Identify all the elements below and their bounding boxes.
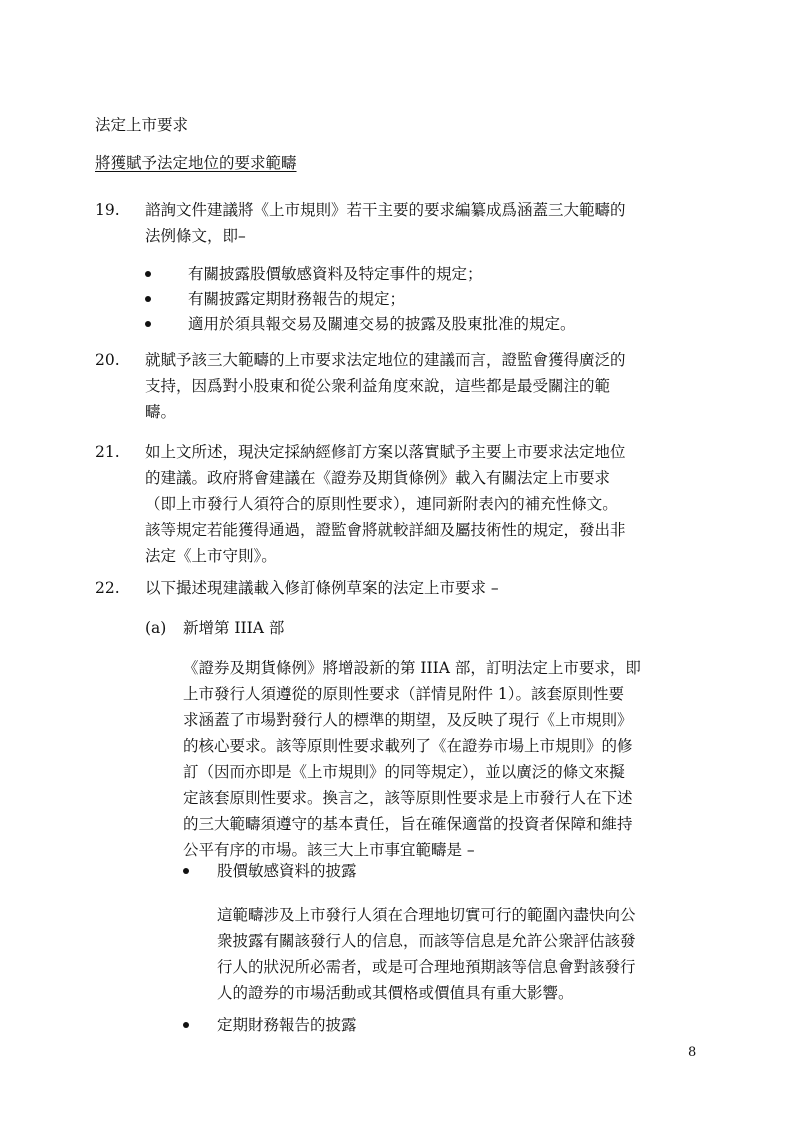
sub-a-line: 求涵蓋了市場對發行人的標準的期望，及反映了現行《上市規則》 [183, 711, 633, 729]
bullet-dot [183, 868, 189, 874]
para-21-line: 該等規定若能獲得通過，證監會將就較詳細及屬技術性的規定，發出非 [145, 521, 626, 539]
item-2-title: 定期財務報告的披露 [217, 1016, 357, 1034]
para-19-bullet-3: 適用於須具報交易及關連交易的披露及股東批准的規定。 [188, 315, 576, 333]
bullet-dot [145, 271, 151, 277]
item-1-title: 股價敏感資料的披露 [217, 862, 357, 880]
para-20-line: 支持，因爲對小股東和從公衆利益角度來說，這些都是最受關注的範 [145, 377, 611, 395]
item-1-line: 行人的狀況所必需者，或是可合理地預期該等信息會對該發行 [217, 958, 636, 976]
sub-a-line: 上市發行人須遵從的原則性要求（詳情見附件 1）。該套原則性要 [183, 685, 625, 703]
para-21-line: 的建議。政府將會建議在《證券及期貨條例》載入有關法定上市要求 [145, 469, 611, 487]
para-19-text [145, 197, 626, 249]
para-21-line: 法定《上市守則》。 [145, 547, 277, 565]
item-1-line: 人的證券的市場活動或其價格或價值具有重大影響。 [217, 984, 574, 1002]
para-20-text [145, 347, 626, 425]
sub-a-line: 的三大範疇須遵守的基本責任，旨在確保適當的投資者保障和維持 [183, 815, 633, 833]
para-19-line: 法例條文，即– [145, 227, 246, 245]
sub-a-line: 公平有序的市場。該三大上市事宜範疇是 – [183, 841, 475, 859]
para-19-line: 諮詢文件建議將《上市規則》若干主要的要求編纂成爲涵蓋三大範疇的 [145, 201, 626, 219]
item-1-text [217, 902, 636, 1006]
bullet-dot [145, 321, 151, 327]
para-19-bullet-1: 有關披露股價敏感資料及特定事件的規定； [188, 265, 483, 283]
sub-a-line: 訂（因而亦即是《上市規則》的同等規定），並以廣泛的條文來擬 [183, 763, 625, 781]
para-22-text: 以下撮述現建議載入修訂條例草案的法定上市要求 – [145, 579, 499, 597]
sub-a-label: (a) [145, 619, 167, 637]
sub-a-line: 定該套原則性要求。換言之，該等原則性要求是上市發行人在下述 [183, 789, 633, 807]
para-21-text [145, 439, 626, 569]
sub-a-line: 《證券及期貨條例》將增設新的第 IIIA 部，訂明法定上市要求，即 [183, 659, 641, 677]
para-21-line: 如上文所述，現決定採納經修訂方案以落實賦予主要上市要求法定地位 [145, 443, 626, 461]
page-number: 8 [688, 1045, 697, 1060]
section-title: 法定上市要求 [95, 116, 189, 134]
bullet-dot [145, 296, 151, 302]
sub-a-text [183, 655, 641, 863]
para-20-line: 疇。 [145, 403, 177, 421]
para-20-line: 就賦予該三大範疇的上市要求法定地位的建議而言，證監會獲得廣泛的 [145, 351, 626, 369]
subsection-title: 將獲賦予法定地位的要求範疇 [95, 154, 297, 172]
para-22-number: 22. [95, 579, 120, 597]
sub-a-title: 新增第 IIIA 部 [183, 619, 285, 637]
sub-a-line: 的核心要求。該等原則性要求載列了《在證券市場上市規則》的修 [183, 737, 633, 755]
bullet-dot [183, 1022, 189, 1028]
item-1-line: 衆披露有關該發行人的信息，而該等信息是允許公衆評估該發 [217, 932, 636, 950]
para-21-number: 21. [95, 443, 120, 461]
para-19-number: 19. [95, 201, 120, 219]
item-1-line: 這範疇涉及上市發行人須在合理地切實可行的範圍內盡快向公 [217, 906, 636, 924]
para-21-line: （即上市發行人須符合的原則性要求），連同新附表內的補充性條文。 [145, 495, 618, 513]
para-19-bullet-2: 有關披露定期財務報告的規定； [188, 290, 406, 308]
para-20-number: 20. [95, 351, 120, 369]
